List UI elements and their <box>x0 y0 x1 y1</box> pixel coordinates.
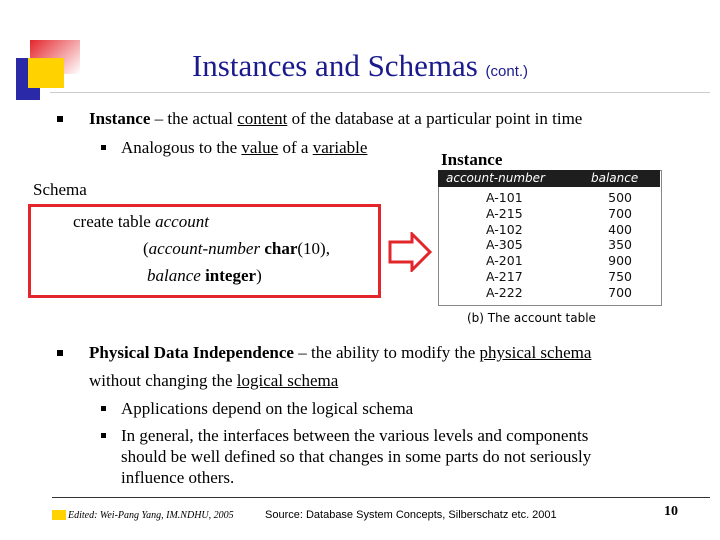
table-cell-balance: 700 <box>608 205 632 221</box>
sub-bullet-marker <box>101 433 106 438</box>
physical-line2-pre: without changing the <box>89 371 237 390</box>
sub-bullet-marker <box>101 145 106 150</box>
title-suffix: (cont.) <box>485 63 529 80</box>
header-balance: balance <box>591 171 639 185</box>
type-char: char <box>260 239 298 258</box>
footer-edited: Edited: Wei-Pang Yang, IM.NDHU, 2005 <box>68 510 234 521</box>
schema-line-2 <box>143 235 330 262</box>
bullet-marker <box>57 116 63 122</box>
schema-label: Schema <box>33 180 87 199</box>
page-title <box>0 48 720 84</box>
footer-yellow-mark <box>52 510 66 520</box>
create-table-keyword: create table <box>73 212 156 231</box>
paren-close: ) <box>256 266 262 285</box>
physical-rest: – the ability to modify the <box>293 343 480 362</box>
paren-open: ( <box>143 239 149 258</box>
title-main: Instances and Schemas <box>191 48 478 83</box>
instance-dash: – the actual <box>150 109 238 128</box>
table-cell-account: A-215 <box>486 205 523 221</box>
bullet-marker <box>57 350 63 356</box>
type-integer: integer <box>200 266 257 285</box>
logical-schema-word: logical schema <box>236 371 339 390</box>
variable-word: variable <box>312 138 368 157</box>
physical-sub-2-line-1: In general, the interfaces between the various levels and components <box>121 426 589 445</box>
instance-label: Instance <box>441 150 503 169</box>
physical-sub-2-line-2: should be well defined so that changes in some parts do not seriously <box>121 447 592 466</box>
attr-account-number: account-number <box>148 239 261 258</box>
instance-table-header <box>438 170 660 187</box>
content-word: content <box>237 109 288 128</box>
arrow-right-icon <box>388 232 432 272</box>
analogy-pre: Analogous to the <box>121 138 242 157</box>
instance-definition <box>89 109 582 129</box>
table-cell-account: A-217 <box>486 269 523 284</box>
physical-term: Physical Data Independence <box>89 343 294 362</box>
physical-line-2 <box>89 371 338 391</box>
table-cell-balance: 350 <box>608 237 632 253</box>
value-word: value <box>241 138 279 157</box>
schema-line-3 <box>147 262 262 289</box>
instance-rest: of the database at a particular point in time <box>287 109 583 128</box>
sub-bullet-marker <box>101 406 106 411</box>
table-cell-account: A-305 <box>486 237 523 253</box>
table-cell-balance: 900 <box>608 253 632 269</box>
table-caption: (b) The account table <box>467 311 596 325</box>
table-cell-account: A-222 <box>486 284 523 300</box>
table-cell-account: A-102 <box>486 221 523 237</box>
title-underline <box>50 92 710 93</box>
instance-analogy <box>121 138 367 158</box>
header-account-number: account-number <box>446 171 545 185</box>
footer-line <box>52 497 710 498</box>
table-cell-balance: 500 <box>608 190 632 205</box>
physical-line-1 <box>89 343 591 363</box>
schema-line-1 <box>73 208 209 235</box>
table-name: account <box>155 212 209 231</box>
table-cell-balance: 400 <box>608 221 632 237</box>
table-cell-account: A-101 <box>486 190 523 205</box>
page-number: 10 <box>664 504 678 519</box>
analogy-mid: of a <box>278 138 313 157</box>
table-cell-balance: 750 <box>608 269 632 284</box>
table-cell-account: A-201 <box>486 253 523 269</box>
instance-term: Instance <box>89 109 151 128</box>
type-char-arg: (10), <box>297 239 330 258</box>
table-cell-balance: 700 <box>608 284 632 300</box>
footer-source: Source: Database System Concepts, Silberschatz etc. 2001 <box>265 509 557 521</box>
physical-sub-2-line-3: influence others. <box>121 468 235 487</box>
physical-sub-1: Applications depend on the logical schema <box>121 399 414 418</box>
attr-balance: balance <box>147 266 201 285</box>
physical-schema-word: physical schema <box>479 343 592 362</box>
